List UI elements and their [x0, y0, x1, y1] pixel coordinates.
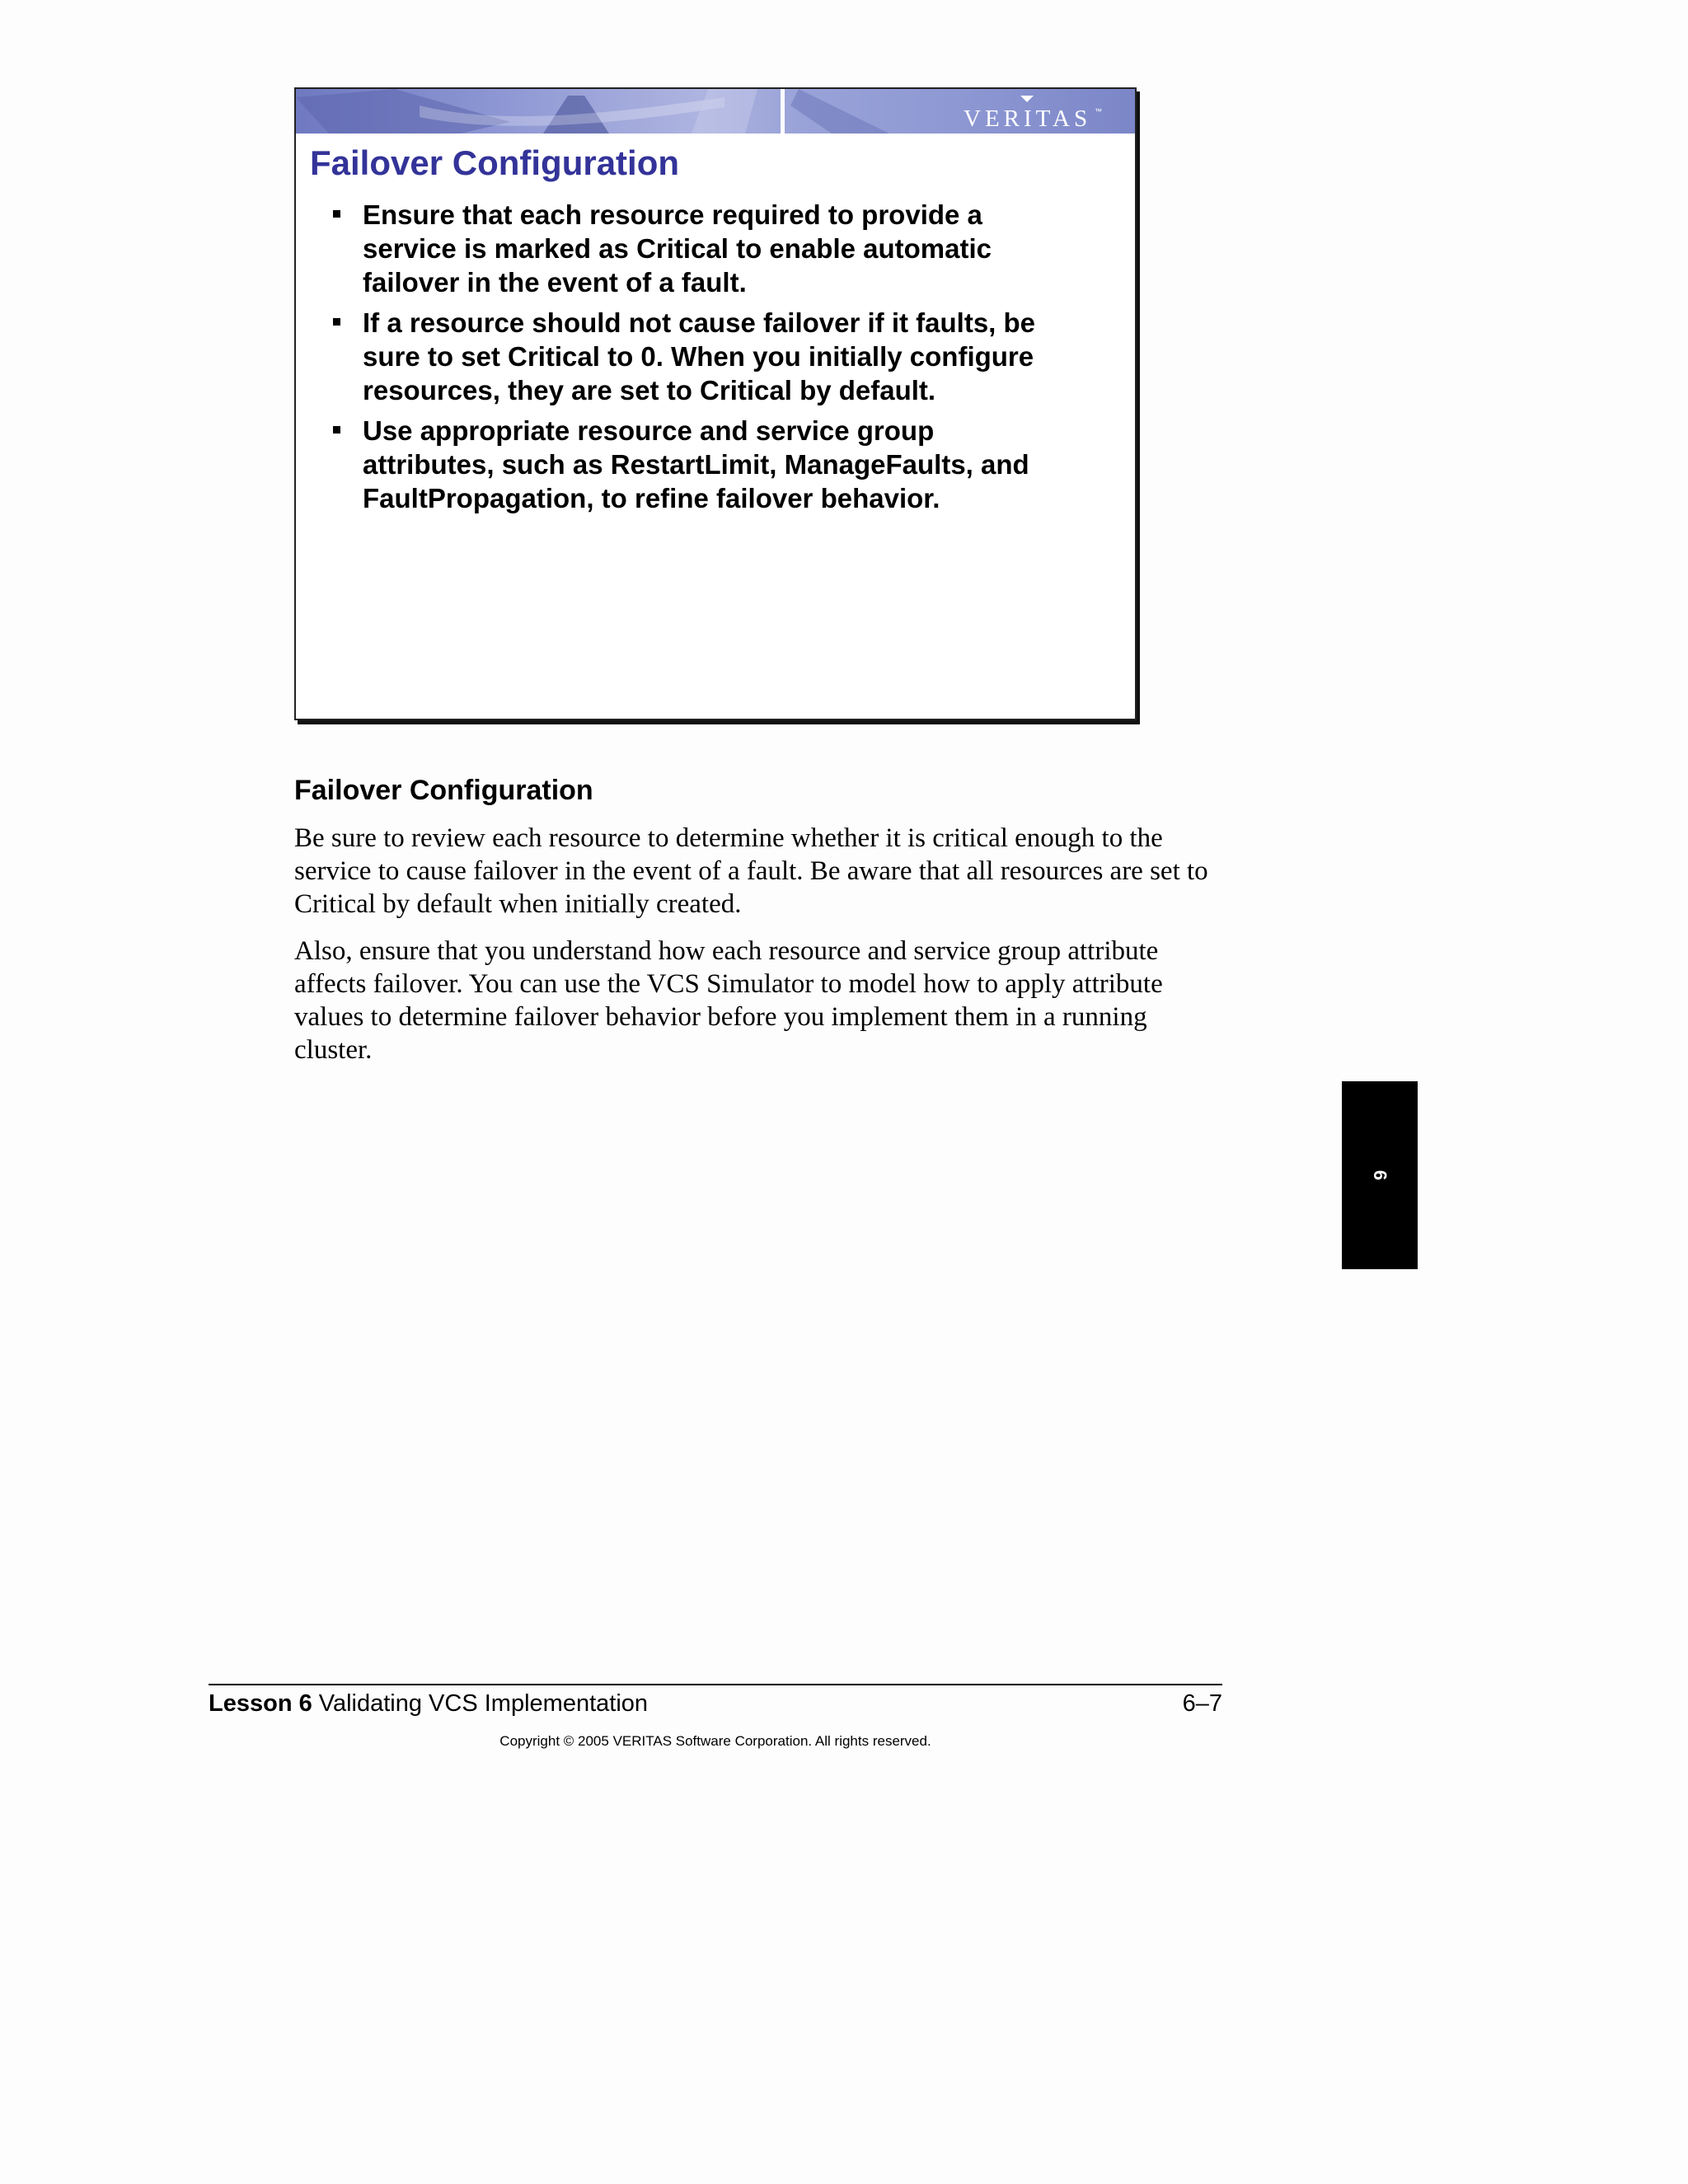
square-bullet-icon: [333, 426, 340, 434]
chapter-tab-label: 6: [1370, 1169, 1390, 1181]
square-bullet-icon: [333, 318, 340, 326]
slide-bullet-text: Use appropriate resource and service group attributes, such as RestartLimit, ManageFaults, and FaultPropagation, to refine failover behavior.: [363, 415, 1029, 513]
chapter-tab: [1342, 1081, 1418, 1269]
slide-bullet: [333, 306, 1075, 407]
footer-rule: [209, 1684, 1222, 1685]
slide-bullet-text: Ensure that each resource required to provide a service is marked as Critical to enable automatic failover in the event of a fault.: [363, 199, 992, 298]
slide-banner: [296, 89, 1135, 134]
slide-title: Failover Configuration: [310, 143, 680, 182]
slide-image: [294, 87, 1137, 720]
slide-bullet: [333, 198, 1075, 299]
logo-triangle-icon: [1020, 96, 1034, 102]
section-heading: Failover Configuration: [294, 775, 593, 806]
banner-divider: [781, 89, 785, 134]
body-paragraph: Be sure to review each resource to determine whether it is critical enough to the service to cause failover in the event of a fault. Be aware that all resources are set to Critical by default when initially created.: [294, 823, 1208, 919]
body-paragraph: Also, ensure that you understand how each resource and service group attribute affects failover. You can use the VCS Simulator to model how to apply attribute values to determine failover behavior before you implement them in a running cluster.: [294, 936, 1163, 1065]
square-bullet-icon: [333, 210, 340, 218]
copyright-notice: Copyright © 2005 VERITAS Software Corporation. All rights reserved.: [499, 1733, 931, 1749]
slide-bullet-text: If a resource should not cause failover if it faults, be sure to set Critical to 0. When you initially configure resources, they are set to Critical by default.: [363, 307, 1036, 405]
logo-trademark: ™: [1095, 107, 1102, 115]
slide-bullet: [333, 414, 1075, 515]
veritas-logo: [964, 96, 1102, 132]
footer-lesson-label: Lesson 6: [209, 1690, 312, 1717]
logo-text: VERITAS: [964, 105, 1092, 132]
footer-page-number: 6–7: [1182, 1690, 1222, 1717]
footer-lesson: [209, 1690, 648, 1718]
slide-bullet-list: [333, 198, 1075, 522]
footer-lesson-title: Validating VCS Implementation: [318, 1690, 649, 1717]
